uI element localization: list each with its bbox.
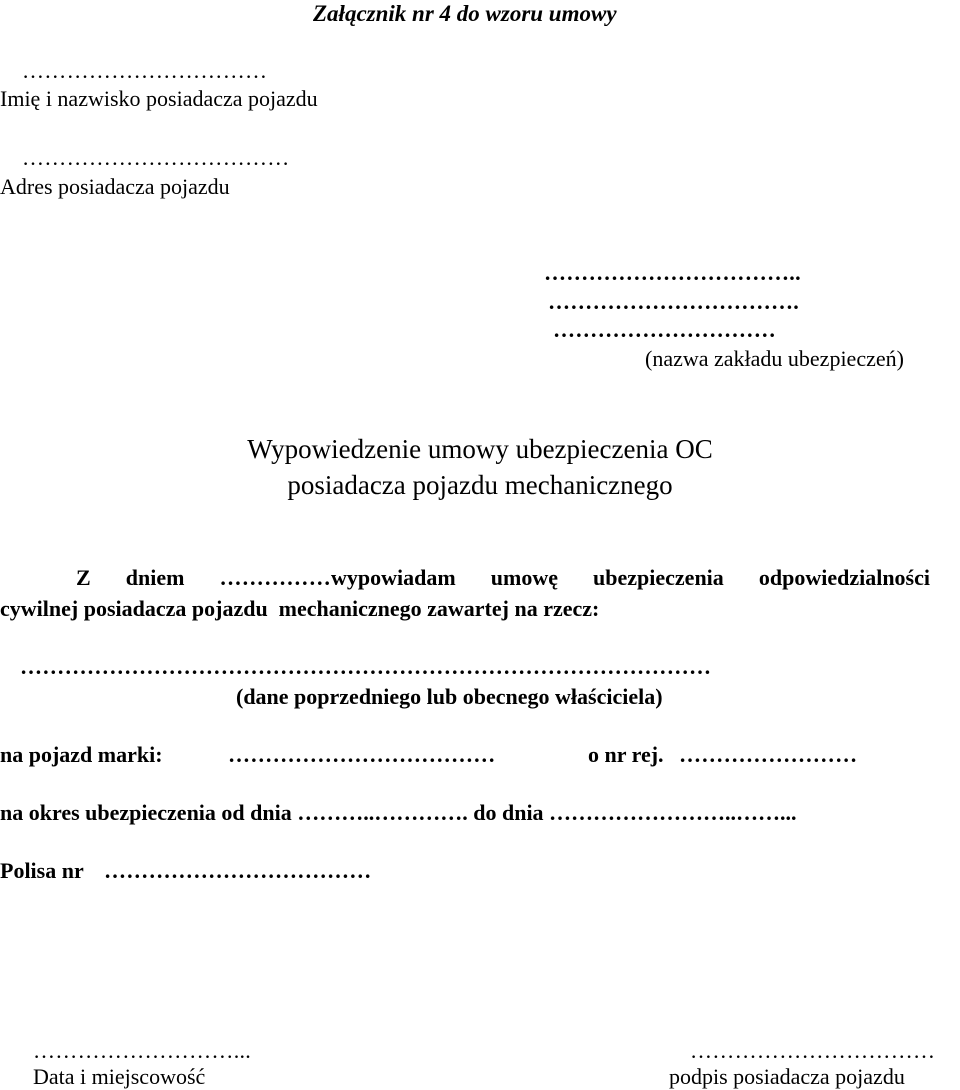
vehicle-make-dots: ……………………………… [228,742,496,767]
owner-details-label: (dane poprzedniego lub obecnego właściciela) [236,684,663,709]
date-place-dots: ………………………... [33,1038,252,1063]
insurance-period-line: na okres ubezpieczenia od dnia ………..…………. do dnia ……………………..……... [0,800,797,825]
body-paragraph-start: Z dniem [76,565,185,590]
signature-label: podpis posiadacza pojazdu [669,1064,905,1089]
body-paragraph-line-1 [76,567,930,589]
insurer-name-dots-3: ………………………… [553,317,776,342]
signature-dots: …………………………… [690,1038,936,1063]
insurer-name-dots-2: ……………………………. [548,289,800,314]
registration-dots: …………………… [679,742,858,767]
insurer-name-label: (nazwa zakładu ubezpieczeń) [645,346,904,371]
policy-number-label: Polisa nr [0,858,84,883]
owner-details-dots: ………………………………………………………………………………… [20,654,712,679]
attachment-title: Załącznik nr 4 do wzoru umowy [313,1,617,26]
owner-name-dots: …………………………… [22,58,268,83]
date-place-label: Data i miejscowość [33,1064,206,1089]
policy-number-dots: ……………………………… [104,858,372,883]
document-title-line-1: Wypowiedzenie umowy ubezpieczenia OC [247,434,713,464]
registration-label: o nr rej. [588,742,664,767]
insurer-name-dots-1: …………………………….. [544,260,801,285]
body-paragraph-line-2: cywilnej posiadacza pojazdu mechanicznego zawartej na rzecz: [0,596,600,621]
owner-name-label: Imię i nazwisko posiadacza pojazdu [0,86,318,111]
owner-address-label: Adres posiadacza pojazdu [0,174,230,199]
body-paragraph-rest: wypowiadam umowę ubezpieczenia odpowiedzialności [331,565,930,590]
owner-address-dots: ……………………………… [22,145,290,170]
document-title-line-2: posiadacza pojazdu mechanicznego [287,470,673,500]
vehicle-make-label: na pojazd marki: [0,742,163,767]
termination-date-dots: …………… [219,565,331,590]
